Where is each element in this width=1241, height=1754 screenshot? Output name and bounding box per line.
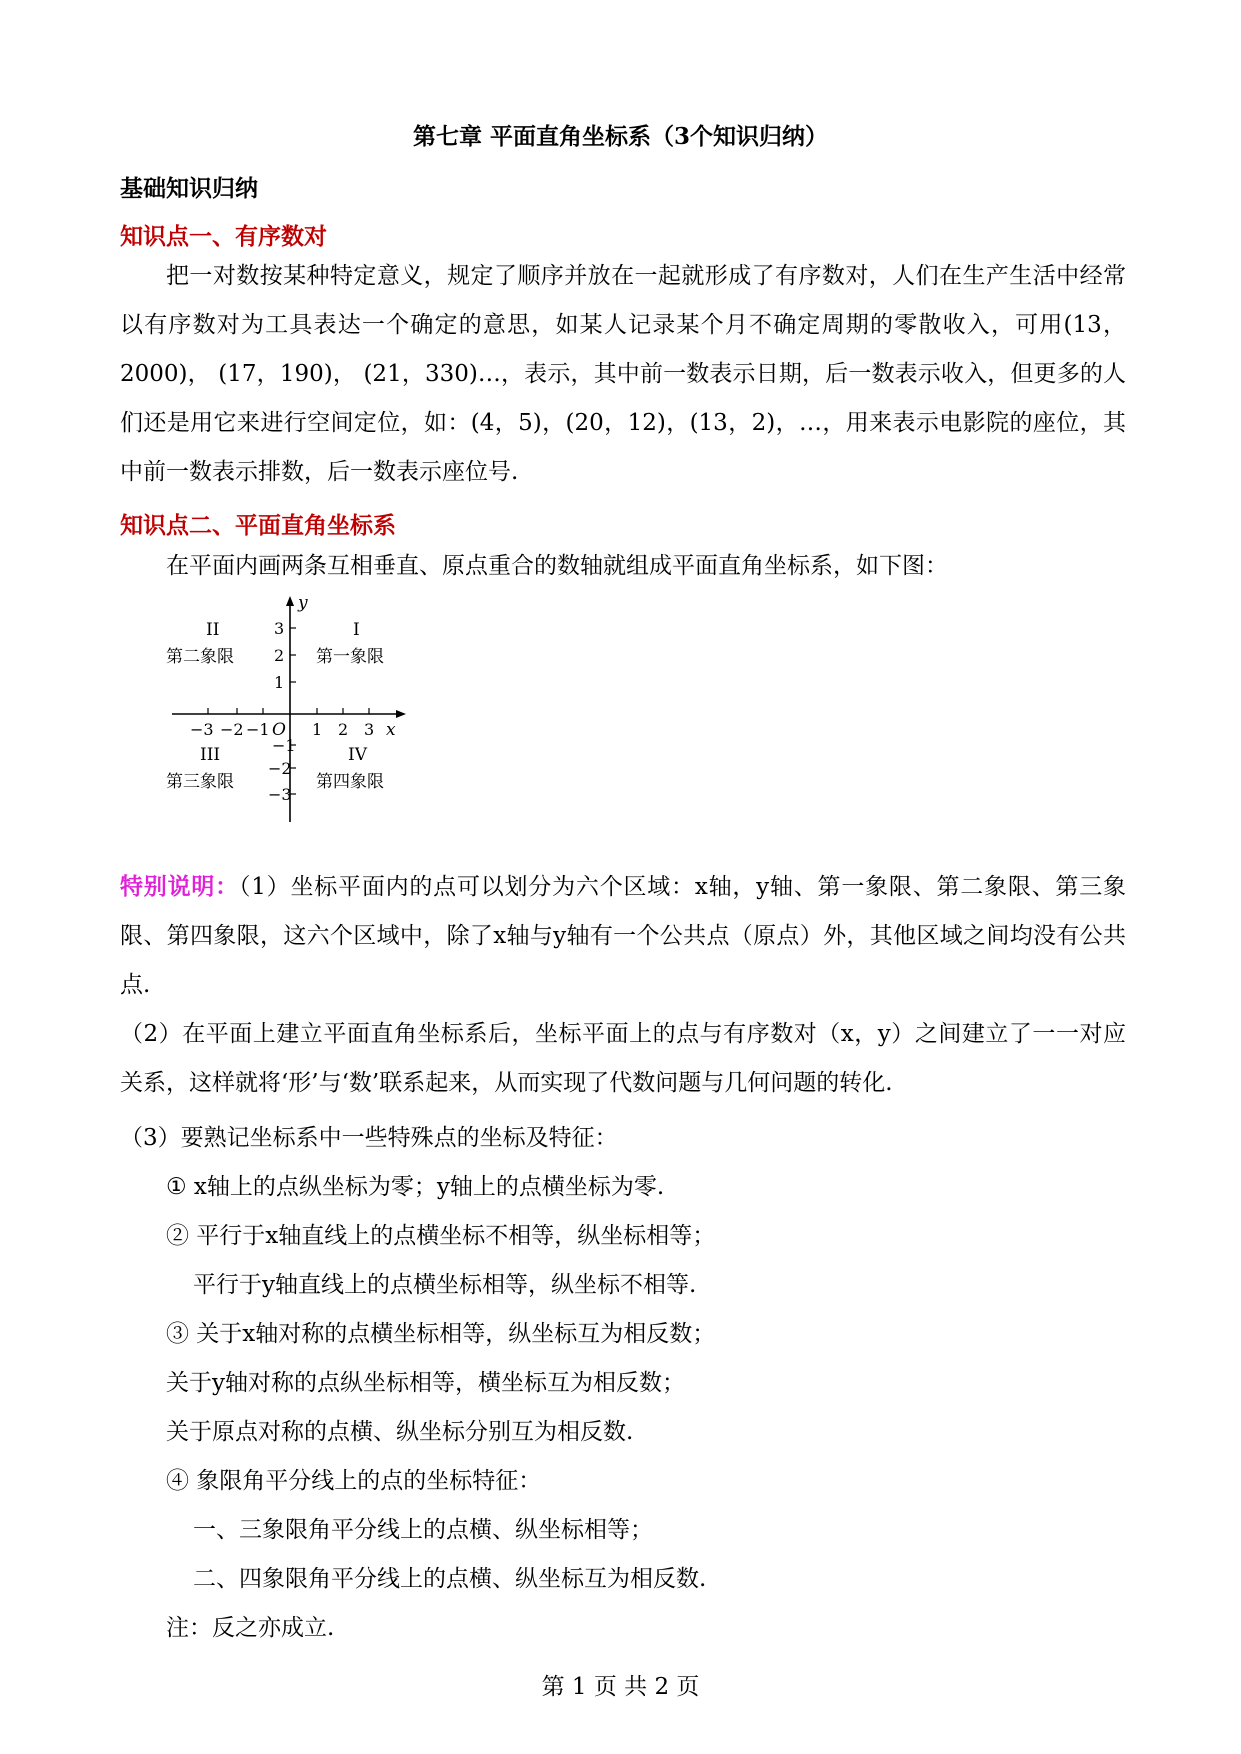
kp2-heading: 知识点二、平面直角坐标系 — [120, 512, 396, 539]
y-tick-label: −3 — [268, 785, 292, 804]
note-item2b: 平行于y轴直线上的点横坐标相等，纵坐标不相等. — [193, 1272, 697, 1298]
quadrant-3-name: 第三象限 — [166, 772, 234, 792]
y-tick-label: −1 — [272, 736, 296, 755]
origin-label: O — [272, 720, 286, 740]
note-item3c: 关于原点对称的点横、纵坐标分别互为相反数. — [166, 1419, 634, 1445]
x-tick-label: 1 — [312, 720, 323, 739]
quadrant-3-numeral: III — [200, 745, 221, 765]
y-axis-arrow — [286, 596, 294, 606]
note-item4: ④ 象限角平分线上的点的坐标特征： — [166, 1468, 542, 1494]
note-item3a: ③ 关于x轴对称的点横坐标相等，纵坐标互为相反数； — [166, 1321, 716, 1347]
x-tick-label: −2 — [220, 720, 244, 739]
note-label: 特别说明： — [120, 873, 239, 900]
quadrant-4-name: 第四象限 — [316, 772, 384, 792]
note-p2: （2）在平面上建立平面直角坐标系后，坐标平面上的点与有序数对（x，y）之间建立了一一对应关系，这样就将‘形’与‘数’联系起来，从而实现了代数问题与几何问题的转化. — [120, 1021, 1126, 1096]
note-p1 — [120, 862, 1126, 1010]
quadrant-1-numeral: I — [353, 620, 360, 640]
x-tick-label: 2 — [338, 720, 349, 739]
y-tick-label: −2 — [268, 759, 292, 778]
note-item1: ① x轴上的点纵坐标为零；y轴上的点横坐标为零. — [166, 1174, 665, 1200]
note-p3: （3）要熟记坐标系中一些特殊点的坐标及特征： — [120, 1125, 618, 1151]
kp1-body: 把一对数按某种特定意义，规定了顺序并放在一起就形成了有序数对，人们在生产生活中经常以有序数对为工具表达一个确定的意思，如某人记录某个月不确定周期的零散收入，可用(13，2000)， (17，190)， (21，330)…，表示，其中前一数表示日期，后一数表示收入，但更多的人们还是用它来进行空间定位，如：(4，5)，(20，12)，(13，2)，…，用来表示电影院的座位，其中前一数表示排数，后一数表示座位号. — [120, 263, 1126, 485]
note-item4a: 一、三象限角平分线上的点横、纵坐标相等； — [193, 1517, 653, 1543]
y-tick-label: 3 — [274, 619, 285, 638]
y-tick-label: 1 — [274, 673, 285, 692]
note-p1-text: （1）坐标平面内的点可以划分为六个区域：x轴，y轴、第一象限、第二象限、第三象限、第四象限，这六个区域中，除了x轴与y轴有一个公共点（原点）外，其他区域之间均没有公共点. — [120, 874, 1127, 998]
x-tick-label: 3 — [364, 720, 375, 739]
kp2-body: 在平面内画两条互相垂直、原点重合的数轴就组成平面直角坐标系，如下图： — [166, 553, 948, 579]
note-item5: 注：反之亦成立. — [166, 1615, 335, 1641]
x-tick-label: −1 — [246, 720, 270, 739]
page-footer: 第 1 页 共 2 页 — [541, 1674, 700, 1700]
x-axis-arrow — [396, 710, 406, 718]
section-heading: 基础知识归纳 — [120, 175, 258, 202]
note-item3b: 关于y轴对称的点纵坐标相等，横坐标互为相反数； — [166, 1370, 685, 1396]
quadrant-2-numeral: II — [206, 620, 220, 640]
page-title: 第七章 平面直角坐标系（3个知识归纳） — [412, 123, 828, 150]
coordinate-figure — [160, 590, 420, 830]
x-tick-label: −3 — [190, 720, 214, 739]
x-axis-label: x — [386, 720, 396, 740]
quadrant-1-name: 第一象限 — [316, 647, 384, 667]
y-axis-label: y — [298, 593, 308, 613]
kp1-heading: 知识点一、有序数对 — [120, 223, 327, 250]
note-item2a: ② 平行于x轴直线上的点横坐标不相等，纵坐标相等； — [166, 1223, 716, 1249]
quadrant-2-name: 第二象限 — [166, 647, 234, 667]
y-tick-label: 2 — [274, 646, 285, 665]
quadrant-4-numeral: IV — [348, 745, 367, 765]
note-item4b: 二、四象限角平分线上的点横、纵坐标互为相反数. — [193, 1566, 707, 1592]
